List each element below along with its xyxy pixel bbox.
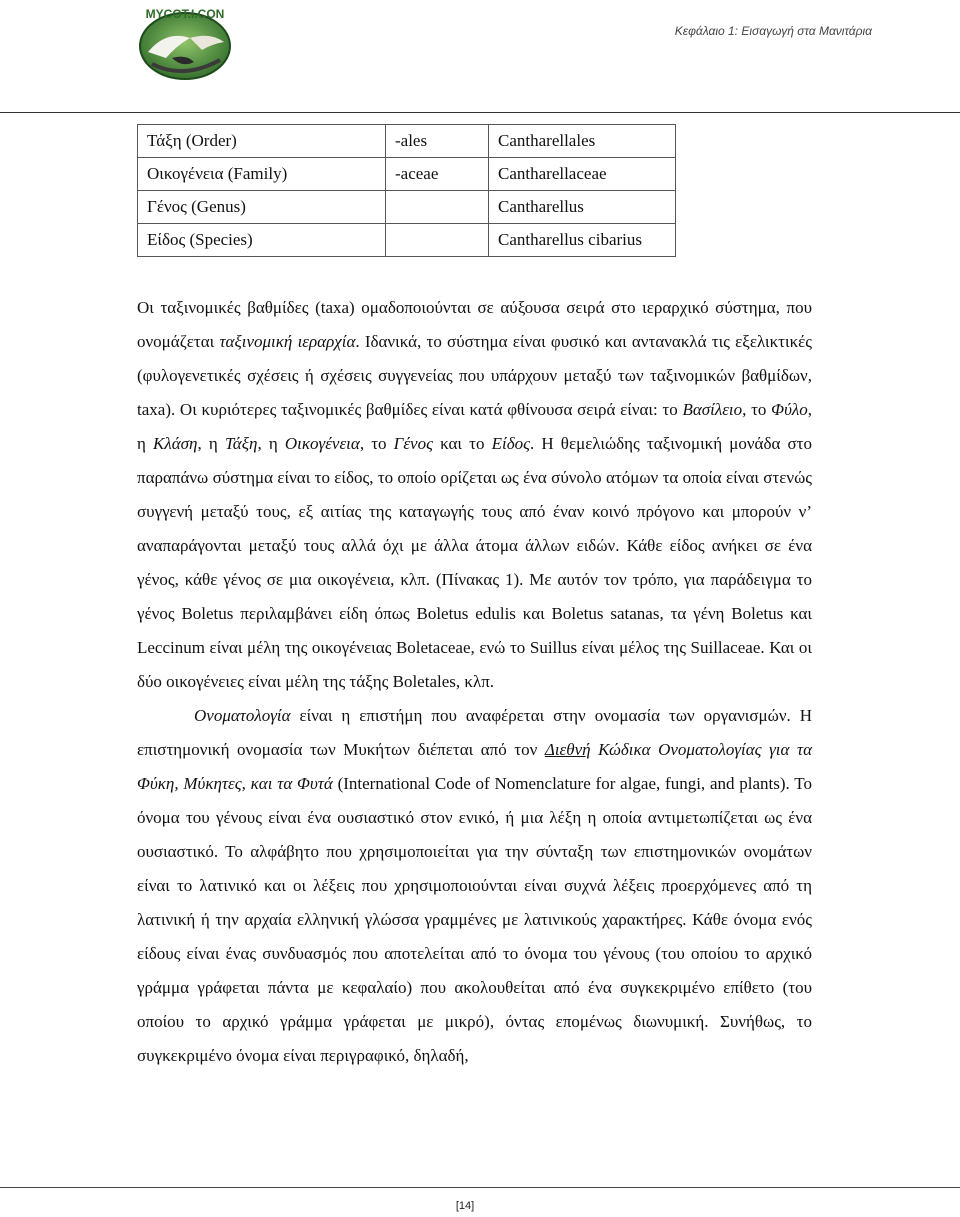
header-divider — [0, 112, 960, 113]
italic-text: Ονοματολογία — [194, 706, 291, 725]
suffix-cell: -ales — [386, 125, 489, 158]
table-row — [138, 158, 676, 191]
logo-text: MYCOT.I.CON — [145, 7, 225, 21]
suffix-cell: -aceae — [386, 158, 489, 191]
body-text — [137, 291, 812, 1073]
text-run: Οι ταξινομικές βαθμίδες (taxa) ομαδοποιούνται σε αύξουσα σειρά στο ιεραρχικό σύστημα, που ονομάζεται — [137, 298, 812, 351]
suffix-cell — [386, 191, 489, 224]
text-run: και το — [432, 434, 492, 453]
italic-text: Οικογένεια — [284, 434, 360, 453]
italic-text: Κώδικα Ονοματολογίας για τα Φύκη, Μύκητες, και τα Φυτά — [137, 740, 812, 793]
rank-cell: Οικογένεια (Family) — [138, 158, 386, 191]
table-row — [138, 125, 676, 158]
example-cell: Cantharellaceae — [489, 158, 676, 191]
text-run: . Ιδανικά, το σύστημα είναι φυσικό και αντανακλά τις εξελικτικές (φυλογενετικές σχέσεις ή σχέσεις συγγενείας που υπάρχουν μεταξύ των ταξινομικών βαθμίδων, taxa). Οι κυριότερες ταξινομικές βαθμίδες είναι κατά φθίνουσα σειρά είναι: το — [137, 332, 813, 419]
text-run: , το — [742, 400, 772, 419]
rank-cell: Τάξη (Order) — [138, 125, 386, 158]
italic-text: Κλάση — [153, 434, 198, 453]
footer-divider — [0, 1187, 960, 1188]
table-row — [138, 224, 676, 257]
italic-text: Διεθνή — [544, 740, 591, 759]
text-run: , η — [257, 434, 285, 453]
paragraph — [137, 699, 812, 1073]
paragraph — [137, 291, 812, 699]
rank-cell: Γένος (Genus) — [138, 191, 386, 224]
example-cell: Cantharellus cibarius — [489, 224, 676, 257]
text-run: , η — [137, 400, 812, 453]
italic-text: Βασίλειο — [682, 400, 743, 419]
text-run: είναι η επιστήμη που αναφέρεται στην ονομασία των οργανισμών. Η επιστημονική ονομασία των Μυκήτων διέπεται από τον — [137, 706, 812, 759]
italic-text: Γένος — [393, 434, 433, 453]
example-cell: Cantharellus — [489, 191, 676, 224]
italic-text: ταξινομική ιεραρχία — [219, 332, 356, 351]
text-run — [591, 740, 599, 759]
mycoticon-logo — [132, 2, 242, 82]
rank-cell: Είδος (Species) — [138, 224, 386, 257]
italic-text: Φύλο — [771, 400, 808, 419]
page-number: [14] — [455, 1200, 475, 1212]
chapter-header: Κεφάλαιο 1: Εισαγωγή στα Μανιτάρια — [674, 24, 872, 38]
text-run: , η — [197, 434, 225, 453]
text-run: (International Code of Nomenclature for algae, fungi, and plants). Το όνομα του γένους είναι ένα ουσιαστικό στον ενικό, ή μια λέξη η οποία αντιμετωπίζεται ως ένα ουσιαστικό. Το αλφάβητο που χρησιμοποιείται για την σύνταξη των επιστημονικών ονομάτων είναι το λατινικό και οι λέξεις που χρησιμοποιούνται είναι συχνά λέξεις προερχόμενες από τη λατινική ή την αρχαία ελληνική γλώσσα γραμμένες με λατινικούς χαρακτήρες. Κάθε όνομα ενός είδους είναι ένας συνδυασμός που αποτελείται από το όνομα του γένους (του οποίου το αρχικό γράμμα γράφεται πάντα με κεφαλαίο) που ακολουθείται από ένα συγκεκριμένο επίθετο (του οποίου το αρχικό γράμμα γράφεται με μικρό), όντας επομένως διωνυμική. Συνήθως, το συγκεκριμένο όνομα είναι περιγραφικό, δηλαδή, — [137, 774, 812, 1065]
text-run: , το — [359, 434, 394, 453]
taxonomy-table — [137, 124, 676, 257]
table-row — [138, 191, 676, 224]
text-run: . Η θεμελιώδης ταξινομική μονάδα στο παραπάνω σύστημα είναι το είδος, το οποίο ορίζεται ως ένα σύνολο ατόμων τα οποία είναι στενώς συγγενή μεταξύ τους, εξ αιτίας της καταγωγής τους από έναν κοινό πρόγονο και μπορούν ν’ αναπαράγονται μεταξύ τους αλλά όχι με άλλα άτομα άλλων ειδών. Κάθε είδος ανήκει σε ένα γένος, κάθε γένος σε μια οικογένεια, κλπ. (Πίνακας 1). Με αυτόν τον τρόπο, για παράδειγμα το γένος Boletus περιλαμβάνει είδη όπως Boletus edulis και Boletus satanas, τα γένη Boletus και Leccinum είναι μέλη της οικογένειας Boletaceae, ενώ το Suillus είναι μέλος της Suillaceae. Και οι δύο οικογένειες είναι μέλη της τάξης Boletales, κλπ. — [137, 434, 813, 691]
italic-text: Είδος — [491, 434, 531, 453]
example-cell: Cantharellales — [489, 125, 676, 158]
italic-text: Τάξη — [224, 434, 258, 453]
suffix-cell — [386, 224, 489, 257]
